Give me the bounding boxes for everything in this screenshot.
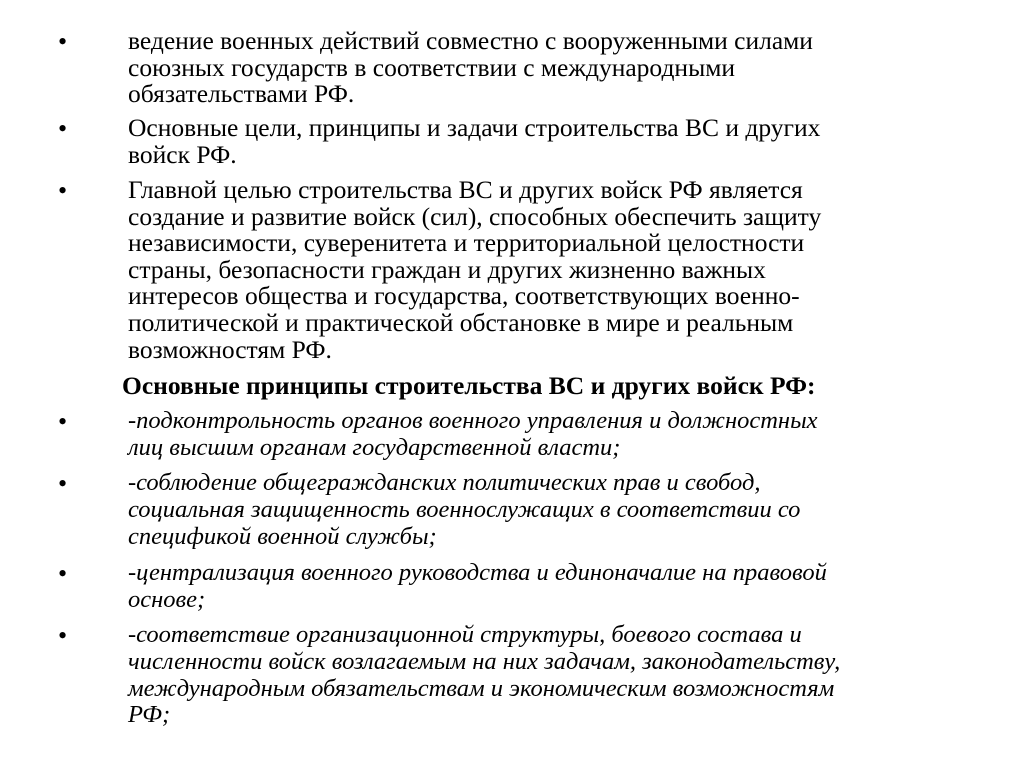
text-line: политической и практической обстановке в мире и реальным [128, 307, 794, 337]
text-line: лиц высшим органам государственной власти; [128, 433, 621, 461]
principle-text [128, 560, 988, 614]
text-line: -соблюдение общегражданских политических прав и свобод, [128, 469, 761, 496]
principle-text [128, 470, 988, 550]
text-line: международным обязательствам и экономическим возможностям [128, 674, 835, 702]
text-line: Основные цели, принципы и задачи строительства ВС и других [128, 113, 821, 142]
principle-text [128, 408, 988, 462]
bullet: • [58, 27, 68, 56]
text-line: ведение военных действий совместно с вооруженными силами [128, 26, 813, 55]
text-line: обязательствами РФ. [128, 79, 355, 109]
text-line: независимости, суверенитета и территориальной целостности [128, 228, 805, 258]
item-text [128, 115, 988, 168]
bullet: • [58, 407, 68, 436]
text-line: -централизация военного руководства и единоначалие на правовой [128, 559, 827, 586]
bullet: • [58, 559, 68, 588]
text-line: создание и развитие войск (сил), способных обеспечить защиту [128, 201, 822, 231]
item-text [128, 177, 988, 363]
item-text [128, 28, 988, 108]
text-line: Главной целью строительства ВС и других войск РФ является [128, 175, 803, 204]
text-line: -подконтрольность органов военного управления и должностных [128, 407, 818, 434]
text-line: РФ; [128, 701, 171, 729]
text-line: страны, безопасности граждан и других жизненно важных [128, 254, 766, 284]
text-line: союзных государств в соответствии с международными [128, 52, 735, 82]
bullet: • [58, 114, 68, 143]
bullet: • [58, 176, 68, 205]
text-line: численности войск возлагаемым на них задачам, законодательству, [128, 647, 841, 675]
text-line: возможностям РФ. [128, 334, 332, 364]
bullet: • [58, 469, 68, 498]
text-line: спецификой военной службы; [128, 522, 437, 550]
principle-text [128, 622, 988, 729]
text-line: -соответствие организационной структуры, боевого состава и [128, 621, 802, 648]
text-line: основе; [128, 585, 206, 613]
bullet: • [58, 621, 68, 650]
text-line: войск РФ. [128, 139, 237, 169]
principles-heading: Основные принципы строительства ВС и других войск РФ: [122, 371, 816, 400]
text-line: интересов общества и государства, соответствующих военно- [128, 281, 800, 311]
text-line: социальная защищенность военнослужащих в соответствии со [128, 495, 801, 523]
